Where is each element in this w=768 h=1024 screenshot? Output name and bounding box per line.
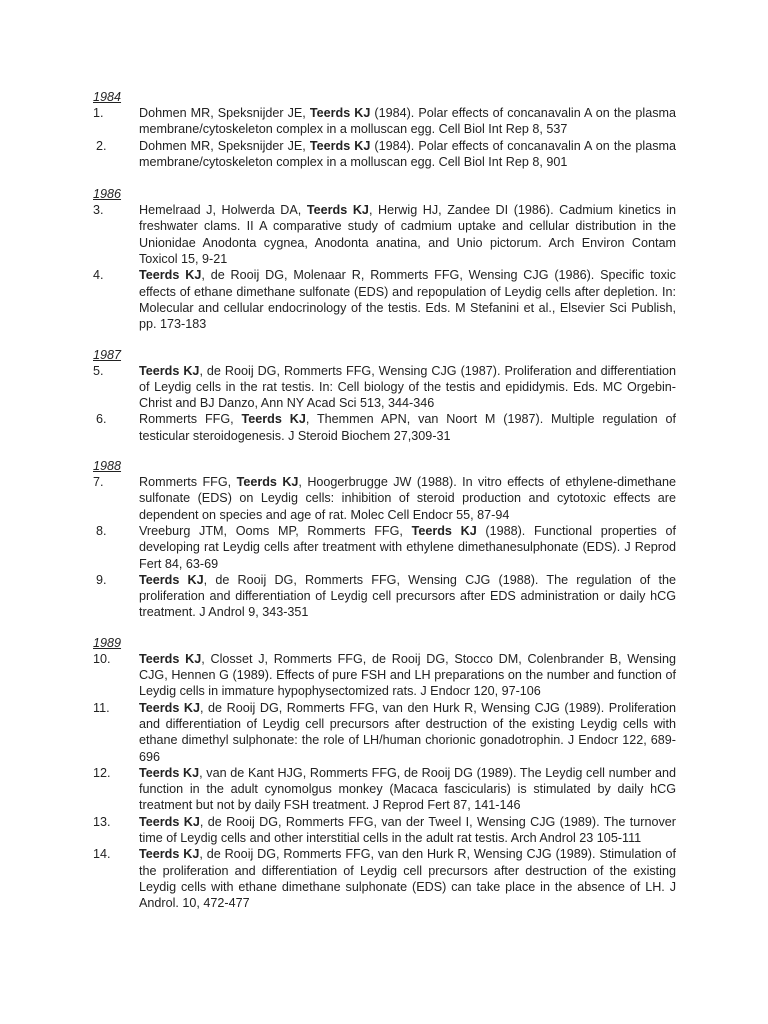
highlighted-author: Teerds KJ [139,363,200,378]
reference-number: 12. [93,765,111,780]
reference-number: 1. [93,106,104,120]
reference-text [139,474,676,523]
reference-text [139,363,676,412]
highlighted-author: Teerds KJ [139,847,200,862]
highlighted-author: Teerds KJ [309,106,371,120]
section-1988 [93,458,676,621]
reference-details: , Hoogerbrugge JW (1988). In vitro effects of ethylene-dimethane sulfonate (EDS) on Leydig cells: inhibition of steroid production and cytotoxic effects are dependent on species and age of rat. Molec Cell Endocr 55, 87-94 [139,475,676,522]
reference-details: , van de Kant HJG, Rommerts FFG, de Rooij DG (1989). The Leydig cell number and function in the adult cynomolgus monkey (Macaca fascicularis) is stimulated by daily hCG treatment but not by daily FSH treatment. J Reprod Fert 87, 141-146 [139,765,676,813]
reference-details: , de Rooij DG, Rommerts FFG, van den Hurk R, Wensing CJG (1989). Stimulation of the proliferation and differentiation of Leydig cell precursors after destruction of the existing Leydig cells with ethane dimethane sulphonate (EDS) can take place in the absence of LH. J Androl. 10, 472-477 [139,847,677,911]
reference-details: (1984). Polar effects of concanavalin A on the plasma membrane/cytoskeleton complex in a molluscan egg. Cell Biol Int Rep 8, 537 [139,106,676,137]
reference-details: , de Rooij DG, Rommerts FFG, Wensing CJG (1988). The regulation of the proliferation and differentiation of Leydig cell precursors after EDS administration or daily hCG treatment. J Androl 9, 343-351 [139,572,676,620]
reference-number: 2. [96,138,107,153]
highlighted-author: Teerds KJ [139,268,202,283]
reference-details: , de Rooij DG, Molenaar R, Rommerts FFG, Wensing CJG (1986). Specific toxic effects of ethane dimethane sulfonate (EDS) and repopulation of Leydig cells after depletion. In: Molecular and cellular endocrinology of the testis. Eds. M Stefanini et al., Elsevier Sci Publish, pp. 173-183 [139,268,676,332]
reference-number: 8. [96,523,107,538]
reference-entry [93,474,676,523]
reference-entry [93,363,676,412]
highlighted-author: Teerds KJ [309,138,371,153]
reference-entry [93,846,676,911]
reference-authors-before: Rommerts FFG, [139,412,242,427]
reference-entry [93,267,676,332]
reference-details: , de Rooij DG, Rommerts FFG, van der Tweel I, Wensing CJG (1989). The turnover time of Leydig cells and other interstitial cells in the adult rat testis. Arch Androl 23 105-111 [139,814,676,845]
reference-text [139,572,676,621]
reference-entry [93,814,676,847]
reference-text [139,105,676,138]
highlighted-author: Teerds KJ [139,572,204,587]
reference-number: 10. [93,651,111,666]
year-heading: 1987 [93,347,122,362]
reference-authors-before: Dohmen MR, Speksnijder JE, [139,106,310,120]
reference-authors-before: Hemelraad J, Holwerda DA, [139,203,307,218]
reference-text [139,138,676,171]
highlighted-author: Teerds KJ [241,412,306,427]
reference-text [139,411,676,444]
year-heading: 1984 [93,90,122,104]
reference-details: , de Rooij DG, Rommerts FFG, Wensing CJG (1987). Proliferation and differentiation of Leydig cells in the rat testis. In: Cell biology of the testis and epididymis. Eds. MC Orgebin-Christ and BJ Danzo, Ann NY Acad Sci 513, 344-346 [139,363,677,411]
reference-authors-before: Dohmen MR, Speksnijder JE, [139,138,310,153]
reference-text [139,267,676,332]
highlighted-author: Teerds KJ [306,203,369,218]
highlighted-author: Teerds KJ [236,475,299,490]
reference-authors-before: Rommerts FFG, [139,475,237,490]
reference-text [139,814,676,847]
reference-text [139,202,676,267]
section-1986 [93,186,676,332]
reference-number: 14. [93,847,111,862]
reference-details: , Closset J, Rommerts FFG, de Rooij DG, Stocco DM, Colenbrander B, Wensing CJG, Hennen G (1989). Effects of pure FSH and LH preparations on the number and function of Leydig cells in immature hypophysectomized rats. J Endocr 120, 97-106 [139,651,676,699]
highlighted-author: Teerds KJ [139,765,200,780]
reference-text [139,765,676,814]
reference-number: 7. [93,475,104,490]
reference-number: 6. [96,412,107,427]
reference-entry [93,202,676,267]
highlighted-author: Teerds KJ [139,814,200,829]
reference-text [139,523,676,572]
highlighted-author: Teerds KJ [139,651,202,666]
reference-entry [93,138,676,171]
reference-entry [93,651,676,700]
reference-entry [93,523,676,572]
reference-number: 5. [93,363,104,378]
section-1987 [93,347,676,444]
reference-text [139,651,676,700]
year-heading: 1989 [93,635,122,650]
reference-entry [93,105,676,138]
reference-authors-before: Vreeburg JTM, Ooms MP, Rommerts FFG, [139,523,412,538]
section-1989 [93,635,676,912]
reference-text [139,700,676,765]
reference-number: 9. [96,572,107,587]
reference-number: 13. [93,814,111,829]
reference-details: , Herwig HJ, Zandee DI (1986). Cadmium kinetics in freshwater clams. II A comparative study of cadmium uptake and cellular distribution in the Unionidae Anodonta cygnea, Anodonta anatina, and Unio pictorum. Arch Environ Contam Toxicol 15, 9-21 [139,203,676,267]
reference-entry [93,765,676,814]
year-heading: 1986 [93,187,122,202]
reference-details: , de Rooij DG, Rommerts FFG, van den Hurk R, Wensing CJG (1989). Proliferation and differentiation of Leydig cell precursors after destruction of the existing Leydig cells with ethane dimethyl sulphonate: the role of LH/human chorionic gonadotrophin. J Endocr 122, 689-696 [139,700,676,764]
reference-number: 11. [93,700,110,715]
reference-text [139,846,676,911]
reference-number: 3. [93,203,104,218]
reference-details: , Themmen APN, van Noort M (1987). Multiple regulation of testicular steroidogenesis. J Steroid Biochem 27,309-31 [139,412,677,443]
reference-entry [93,411,676,444]
highlighted-author: Teerds KJ [139,700,201,715]
reference-entry [93,700,676,765]
publication-list [93,89,676,925]
year-heading: 1988 [93,459,122,474]
reference-details: (1984). Polar effects of concanavalin A on the plasma membrane/cytoskeleton complex in a molluscan egg. Cell Biol Int Rep 8, 901 [139,138,676,169]
reference-entry [93,572,676,621]
highlighted-author: Teerds KJ [411,523,477,538]
reference-number: 4. [93,268,104,283]
section-1984 [93,89,676,170]
reference-details: (1988). Functional properties of developing rat Leydig cells after treatment with ethylene dimethanesulphonate (EDS). J Reprod Fert 84, 63-69 [139,523,676,571]
